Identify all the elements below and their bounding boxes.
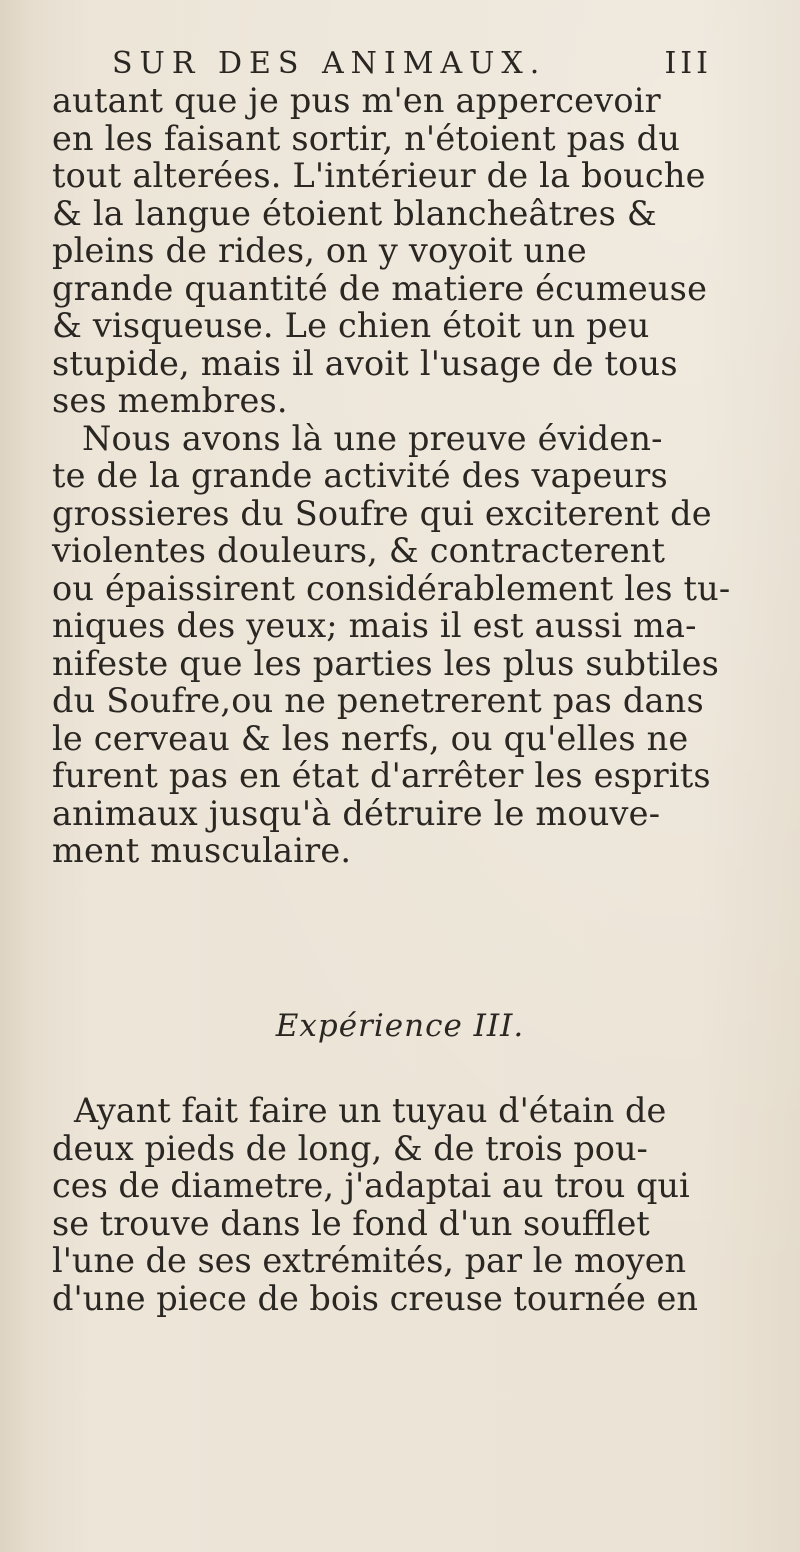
text-line: animaux jusqu'à détruire le mouve- [52, 793, 661, 833]
text-line: ou épaissirent considérablement les tu- [52, 568, 731, 608]
text-line: Ayant fait faire un tuyau d'étain de [74, 1091, 667, 1130]
text-line: d'une piece de bois creuse tournée en [52, 1278, 698, 1318]
text-line: & la langue étoient blancheâtres & [52, 193, 657, 233]
text-line: du Soufre,ou ne penetrerent pas dans [52, 681, 704, 720]
text-line: grossieres du Soufre qui exciterent de [52, 493, 712, 533]
paragraph-3 [52, 1092, 752, 1317]
text-line: ses membres. [52, 381, 288, 420]
text-line: ces de diametre, j'adaptai au trou qui [52, 1166, 690, 1205]
text-line: niques des yeux; mais il est aussi ma- [52, 606, 697, 645]
text-line: le cerveau & les nerfs, ou qu'elles ne [52, 718, 689, 758]
text-line: en les faisant sortir, n'étoient pas du [52, 118, 681, 158]
running-header [112, 46, 712, 86]
text-line: tout alterées. L'intérieur de la bouche [52, 156, 706, 195]
text-line: te de la grande activité des vapeurs [52, 456, 668, 495]
text-line: se trouve dans le fond d'un soufflet [52, 1203, 650, 1243]
text-line: ment musculaire. [52, 831, 352, 870]
section-heading: Expérience III. [275, 1008, 525, 1044]
text-line: l'une de ses extrémités, par le moyen [52, 1241, 687, 1280]
text-line: violentes douleurs, & contracterent [52, 531, 666, 570]
text-line: stupide, mais il avoit l'usage de tous [52, 343, 678, 383]
text-line: Nous avons là une preuve éviden- [82, 418, 663, 458]
text-line: furent pas en état d'arrêter les esprits [52, 756, 711, 795]
text-line: & visqueuse. Le chien étoit un peu [52, 306, 650, 345]
text-line: nifeste que les parties les plus subtiles [52, 643, 720, 683]
text-line: grande quantité de matiere écumeuse [52, 268, 708, 308]
text-line: deux pieds de long, & de trois pou- [52, 1128, 648, 1168]
text-line: pleins de rides, on y voyoit une [52, 231, 587, 270]
running-title: SUR DES ANIMAUX. [112, 46, 547, 81]
paragraph-1 [52, 82, 752, 870]
text-line: autant que je pus m'en appercevoir [52, 81, 661, 120]
page-number: III [664, 46, 712, 81]
